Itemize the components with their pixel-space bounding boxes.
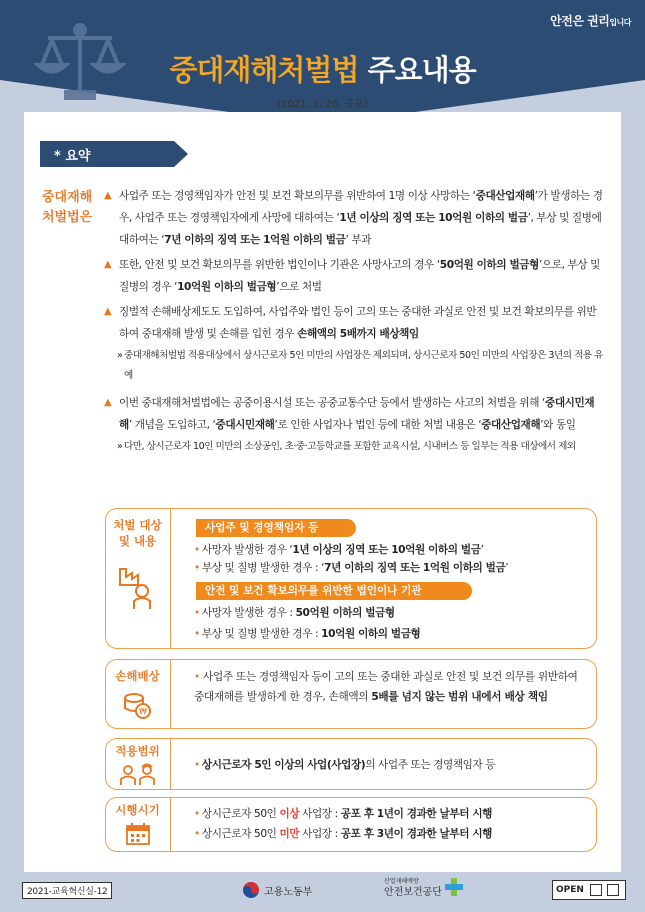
open-license-badge: OPEN bbox=[552, 880, 626, 900]
coin-stack-icon bbox=[122, 690, 152, 720]
calendar-icon bbox=[125, 822, 151, 846]
summary-note: » 다만, 상시근로자 10인 미만의 소상공인, 초·중·고등학교를 포함한 교육시설, 시내버스 등 일부는 적용 대상에서 제외 bbox=[104, 437, 604, 457]
factory-worker-icon bbox=[116, 561, 160, 611]
workers-icon bbox=[118, 763, 158, 787]
group1-title: 사업주 및 경영책임자 등 bbox=[196, 519, 356, 537]
triangle-bullet-icon: ▲ bbox=[104, 397, 112, 408]
page-title bbox=[0, 48, 645, 89]
title-rest: 주요내용 bbox=[367, 53, 476, 87]
summary-bullet: ▲ 사업주 또는 경영책임자가 안전 및 보건 확보의무를 위반하여 1명 이상 사망하는 ‘중대산업재해’가 발생하는 경우, 사업주 또는 경영책임자에게 사망에 대하여는 ‘1년 이상의 징역 또는 10억원 이하의 벌금’, 부상 및 질병에 대하여는 ‘7년 이하의 징역 또는 1억원 이하의 벌금’ 부과 bbox=[104, 185, 604, 251]
summary-note: » 중대재해처벌법 적용대상에서 상시근로자 5인 미만의 사업장은 제외되며, 상시근로자 50인 미만의 사업장은 3년의 적용 유예 bbox=[104, 346, 604, 386]
note-arrow-icon: » bbox=[117, 441, 123, 452]
taegeuk-icon bbox=[242, 881, 260, 899]
damages-box bbox=[105, 659, 597, 729]
doc-code: 2021-교육혁신실-12 bbox=[22, 882, 112, 899]
effective-label: 시행시기 bbox=[106, 798, 171, 851]
brand-logo: 안전은 권리입니다 bbox=[550, 14, 631, 28]
effective-line-2: • 상시근로자 50인 미만 사업장 : 공포 후 3년이 경과한 날부터 시행 bbox=[194, 828, 492, 840]
license-icons bbox=[590, 884, 602, 896]
group2-death-line: • 사망자 발생한 경우 : 50억원 이하의 벌금형 bbox=[194, 607, 395, 619]
group2-injury-line: • 부상 및 질병 발생한 경우 : 10억원 이하의 벌금형 bbox=[194, 628, 421, 640]
ministry-logo: 고용노동부 bbox=[242, 880, 312, 900]
triangle-bullet-icon: ▲ bbox=[104, 190, 112, 201]
summary-bullet: ▲ 이번 중대재해처벌법에는 공중이용시설 또는 공중교통수단 등에서 발생하는 사고의 처벌을 위해 ‘중대시민재해’ 개념을 도입하고, ‘중대시민재해’로 인한 사업자나 법인 등에 대한 처벌 내용은 ‘중대산업재해’와 동일 bbox=[104, 392, 604, 436]
agency-logo: 산업재해예방 안전보건공단 bbox=[384, 876, 463, 898]
group1-death-line: • 사망자 발생한 경우 ‘1년 이상의 징역 또는 10억원 이하의 벌금’ bbox=[194, 544, 484, 556]
svg-text:₩: ₩ bbox=[139, 707, 147, 716]
damages-text: • 사업주 또는 경영책임자 등이 고의 또는 중대한 과실로 안전 및 보건 의무를 위반하여 중대재해를 발생하게 한 경우, 손해액의 5배를 넘지 않는 범위 내에서 배상 책임 bbox=[194, 671, 578, 703]
triangle-bullet-icon: ▲ bbox=[104, 259, 112, 270]
punishment-box bbox=[105, 508, 597, 649]
agency-cross-icon bbox=[445, 877, 463, 897]
scope-box bbox=[105, 738, 597, 790]
summary-tab: * 요약 bbox=[40, 141, 190, 167]
scope-text: • 상시근로자 5인 이상의 사업(사업장)의 사업주 또는 경영책임자 등 bbox=[194, 759, 496, 771]
scope-label: 적용범위 bbox=[106, 739, 171, 789]
note-arrow-icon: » bbox=[117, 350, 123, 361]
effective-box bbox=[105, 797, 597, 852]
summary-bullet: ▲ 또한, 안전 및 보건 확보의무를 위반한 법인이나 기관은 사망사고의 경우 ‘50억원 이하의 벌금형’으로, 부상 및 질병의 경우 ‘10억원 이하의 벌금형’으로 처벌 bbox=[104, 254, 604, 298]
triangle-bullet-icon: ▲ bbox=[104, 306, 112, 317]
damages-label: 손해배상 ₩ bbox=[106, 660, 171, 728]
group1-injury-line: • 부상 및 질병 발생한 경우 : ‘7년 이하의 징역 또는 1억원 이하의 벌금’ bbox=[194, 562, 509, 574]
summary-side-label: 중대재해 처벌법은 bbox=[42, 190, 93, 225]
title-highlight: 중대재해처벌법 bbox=[169, 53, 359, 87]
summary-bullets bbox=[104, 185, 604, 463]
announce-date: (2021. 1. 26. 공포) bbox=[277, 99, 368, 110]
summary-bullet: ▲ 징벌적 손해배상제도도 도입하여, 사업주와 법인 등이 고의 또는 중대한 과실로 안전 및 보건 확보의무를 위반하여 중대재해 발생 및 손해를 입힌 경우 손해액의 5배까지 배상책임 bbox=[104, 301, 604, 345]
punishment-label: 처벌 대상 및 내용 bbox=[106, 509, 171, 648]
group2-title: 안전 및 보건 확보의무를 위반한 법인이나 기관 bbox=[196, 582, 472, 600]
effective-line-1: • 상시근로자 50인 이상 사업장 : 공포 후 1년이 경과한 날부터 시행 bbox=[194, 808, 492, 820]
